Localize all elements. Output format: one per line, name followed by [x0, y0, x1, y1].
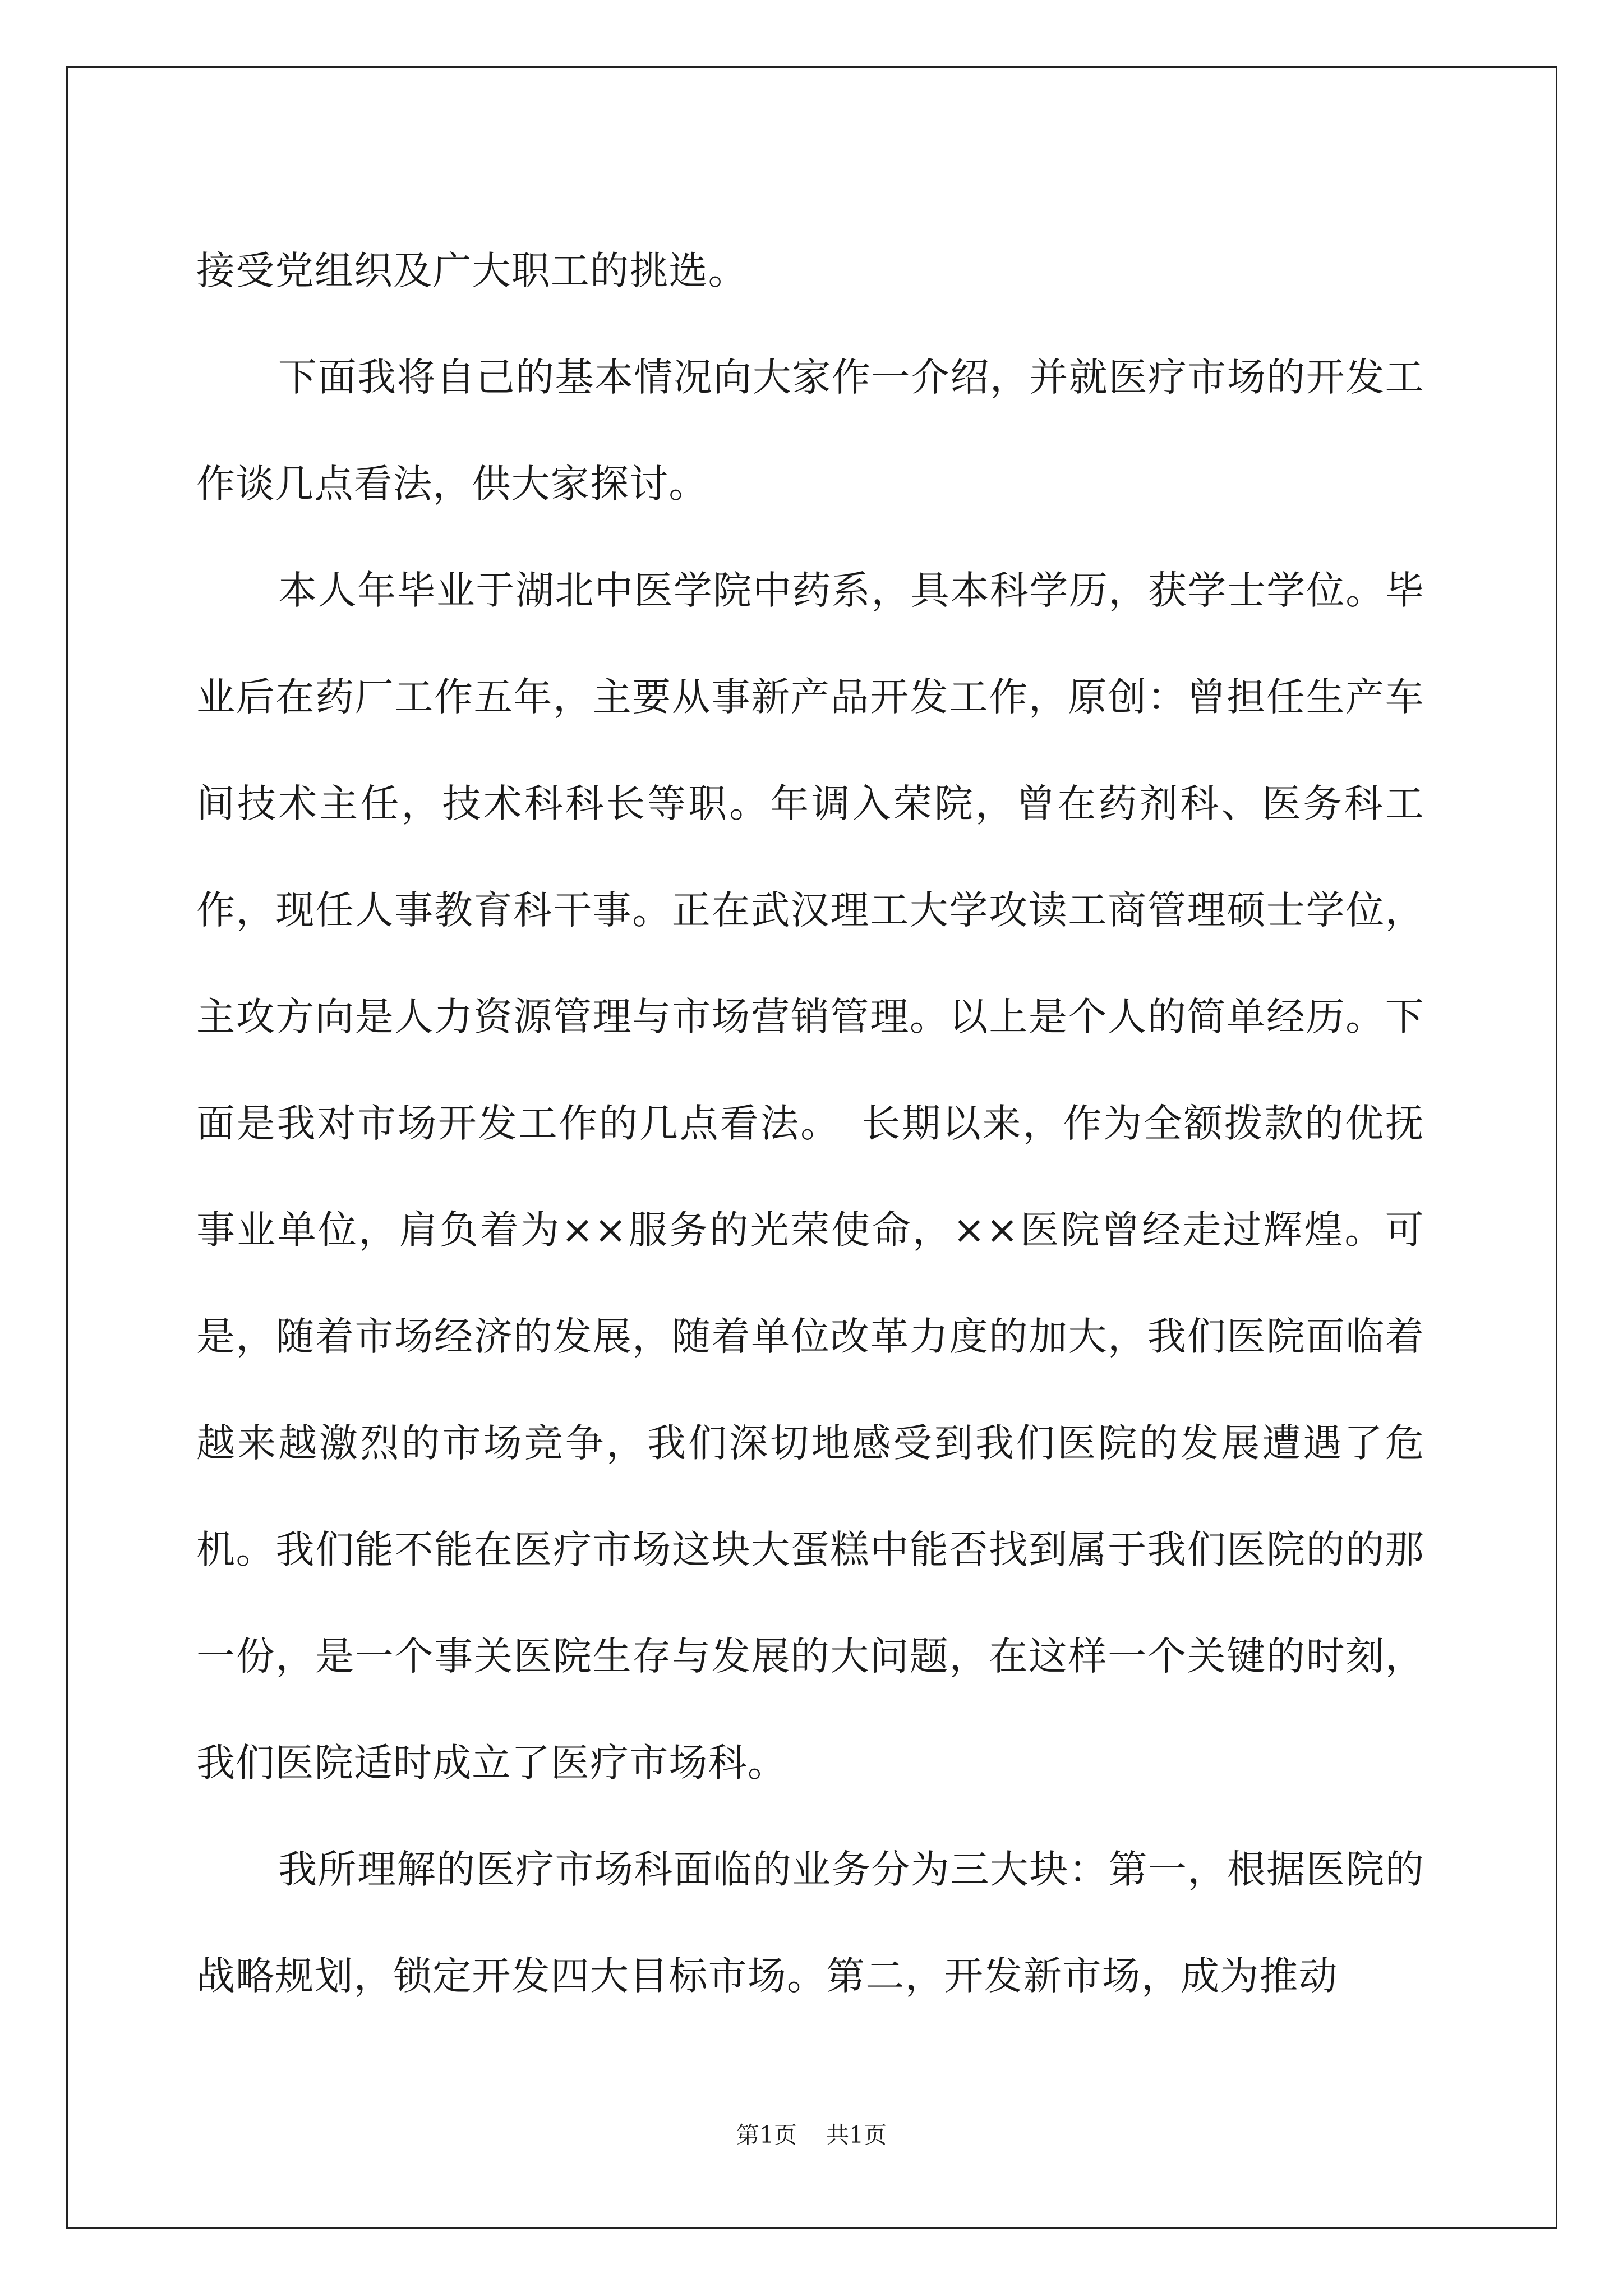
paragraph: 下面我将自己的基本情况向大家作一介绍，并就医疗市场的开发工作谈几点看法，供大家探讨。: [196, 355, 1424, 507]
page-footer: [0, 2118, 1623, 2152]
paragraph: 我所理解的医疗市场科面临的业务分为三大块：第一，根据医院的战略规划，锁定开发四大目标市场。第二，开发新市场，成为推动: [196, 1847, 1424, 1999]
document-body: [196, 218, 1424, 2030]
page-total: 共1页: [826, 2122, 887, 2148]
paragraph: 接受党组织及广大职工的挑选。: [196, 249, 748, 293]
page-number: 第1页: [736, 2122, 797, 2148]
paragraph: 本人年毕业于湖北中医学院中药系，具本科学历，获学士学位。毕业后在药厂工作五年，主要从事新产品开发工作，原创：曾担任生产车间技术主任，技术科科长等职。年调入荣院，曾在药剂科、医务科工作，现任人事教育科干事。正在武汉理工大学攻读工商管理硕士学位，主攻方向是人力资源管理与市场营销管理。以上是个人的简单经历。下面是我对市场开发工作的几点看法。 长期以来，作为全额拨款的优抚事业单位，肩负着为××服务的光荣使命，××医院曾经走过辉煌。可是，随着市场经济的发展，随着单位改革力度的加大，我们医院面临着越来越激烈的市场竞争，我们深切地感受到我们医院的发展遭遇了危机。我们能不能在医疗市场这块大蛋糕中能否找到属于我们医院的的那一份，是一个事关医院生存与发展的大问题，在这样一个关键的时刻，我们医院适时成立了医疗市场科。: [196, 568, 1424, 1786]
